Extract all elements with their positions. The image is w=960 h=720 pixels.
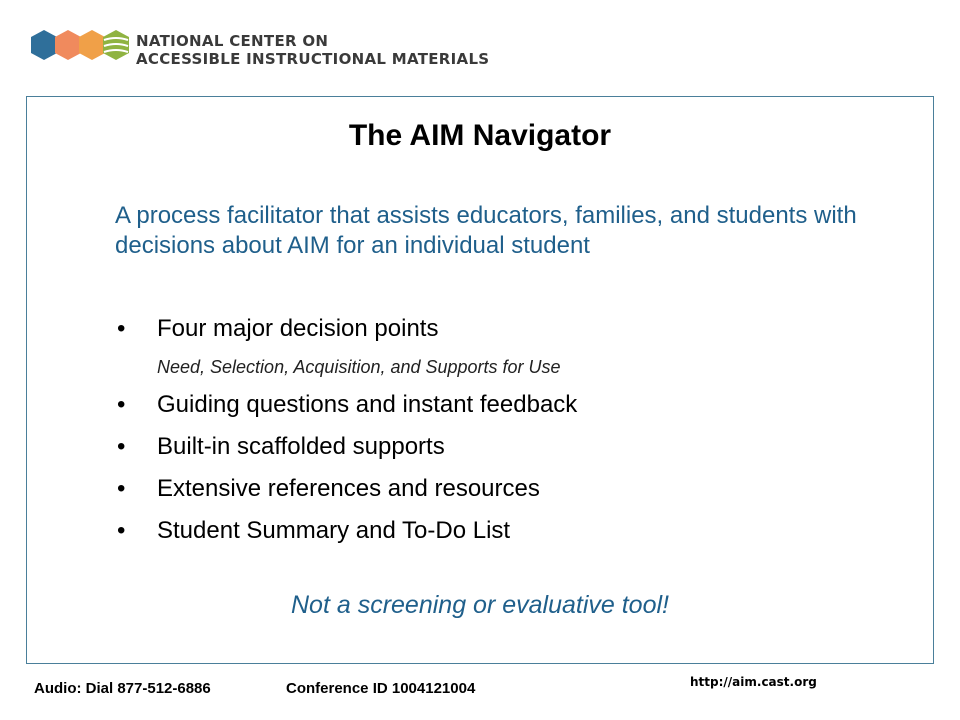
bullet-list [115,315,895,545]
bullet-item [115,391,895,419]
bullet-item [115,475,895,503]
bullet-dot-icon: • [117,475,126,502]
decision-points-note: Need, Selection, Acquisition, and Supports for Use [157,357,561,377]
bullet-item [115,517,895,545]
audio-dial-info: Audio: Dial 877-512-6886 [34,680,211,697]
header [30,26,510,74]
bullet-dot-icon: • [117,433,126,460]
bullet-dot-icon: • [117,391,126,418]
org-name [136,32,489,68]
bullet-item [115,315,895,343]
closing-statement: Not a screening or evaluative tool! [291,591,669,619]
intro-text: A process facilitator that assists educators, families, and students with decisions about AIM for an individual student [115,202,857,259]
bullet-text: Built-in scaffolded supports [157,433,445,460]
bullet-dot-icon: • [117,517,126,544]
aim-logo-icon [30,26,130,66]
bullet-text: Guiding questions and instant feedback [157,391,578,418]
slide-title: The AIM Navigator [348,119,612,152]
conference-id: Conference ID 1004121004 [286,680,476,697]
bullet-item [115,433,895,461]
bullet-text: Four major decision points [157,315,439,342]
website-link[interactable]: http://aim.cast.org [690,675,817,689]
bullet-text: Student Summary and To-Do List [157,517,511,544]
bullet-text: Extensive references and resources [157,475,540,502]
slide-frame [26,96,934,664]
org-name-line1: NATIONAL CENTER ON [136,32,329,50]
bullet-dot-icon: • [117,315,126,342]
org-name-line2: ACCESSIBLE INSTRUCTIONAL MATERIALS [136,50,490,68]
